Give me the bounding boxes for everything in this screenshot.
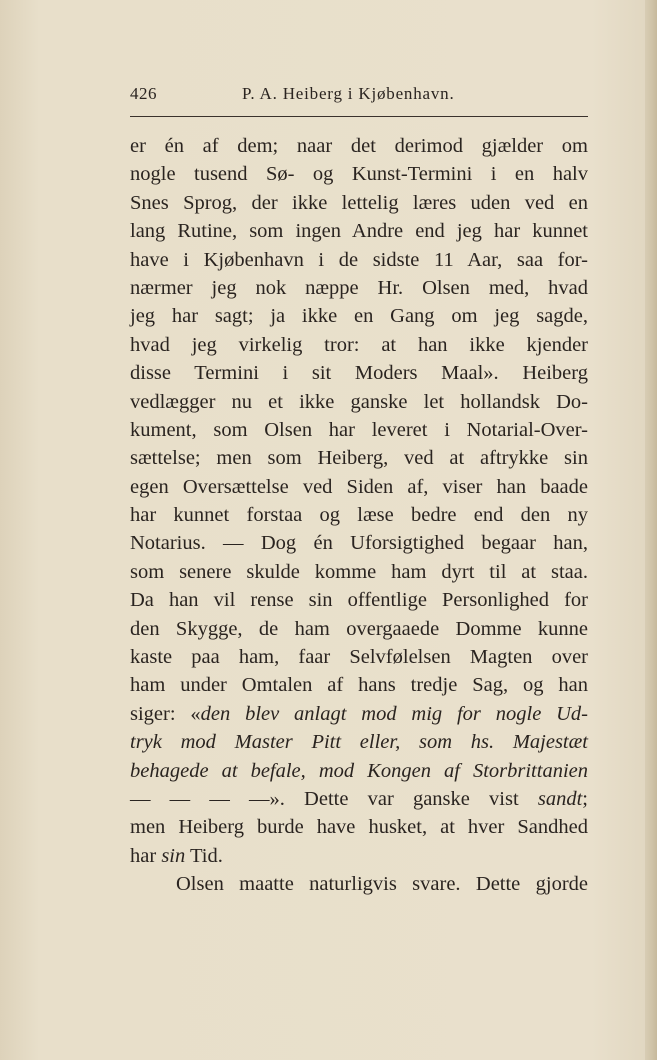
text-line: sættelse; men som Heiberg, ved at aftrykke sin	[130, 447, 588, 470]
text-line: er én af dem; naar det derimod gjælder om	[130, 135, 588, 157]
text-line-quote-start	[130, 700, 588, 728]
text-plain: har	[130, 844, 162, 867]
text-line: have i Kjøbenhavn i de sidste 11 Aar, saa for-	[130, 248, 588, 271]
text-line: som senere skulde komme ham dyrt til at staa.	[130, 560, 588, 583]
quote-italic: tryk mod Master Pitt eller, som hs. Majestæt	[130, 731, 588, 754]
text-line: Notarius. — Dog én Uforsigtighed begaar han,	[130, 532, 588, 555]
text-line: nærmer jeg nok næppe Hr. Olsen med, hvad	[130, 276, 588, 299]
quote-italic: den blev anlagt mod mig for nogle Ud-	[200, 702, 589, 725]
running-title: P. A. Heiberg i Kjøbenhavn.	[242, 84, 455, 103]
text-line: egen Oversættelse ved Siden af, viser han baade	[130, 475, 588, 498]
punctuation: ;	[582, 787, 588, 810]
page-edge-shadow	[645, 0, 657, 1060]
body-text	[130, 132, 588, 899]
quote-lead: siger: «	[130, 702, 201, 725]
text-line-paragraph-start: Olsen maatte naturligvis svare. Dette gjorde	[176, 873, 588, 896]
page-number: 426	[130, 84, 157, 103]
text-line: den Skygge, de ham overgaaede Domme kunne	[130, 617, 588, 640]
running-header	[130, 84, 588, 106]
text-line-quote	[130, 757, 588, 785]
text-line: vedlægger nu et ikke ganske let hollandsk Do-	[130, 390, 588, 413]
text-line: disse Termini i sit Moders Maal». Heiberg	[130, 362, 588, 385]
header-rule	[130, 116, 588, 117]
text-line-quote	[130, 728, 588, 756]
italic-word: sandt	[537, 787, 583, 810]
text-line: kaste paa ham, faar Selvfølelsen Magten over	[130, 646, 588, 669]
text-line: ham under Omtalen af hans tredje Sag, og han	[130, 674, 588, 697]
text-line: kument, som Olsen har leveret i Notarial-Over-	[130, 418, 588, 441]
text-line-quote-end	[130, 785, 588, 813]
quote-dashes: — — — —». Dette var ganske vist	[130, 787, 538, 810]
quote-italic: behagede at befale, mod Kongen af Storbrittanien	[130, 759, 588, 782]
text-line: hvad jeg virkelig tror: at han ikke kjender	[130, 333, 588, 356]
text-line: men Heiberg burde have husket, at hver Sandhed	[130, 816, 588, 839]
text-line: lang Rutine, som ingen Andre end jeg har kunnet	[130, 220, 588, 243]
text-line: har kunnet forstaa og læse bedre end den ny	[130, 504, 588, 527]
italic-word: sin	[161, 844, 186, 867]
text-plain: Tid.	[185, 844, 223, 867]
text-line: Da han vil rense sin offentlige Personlighed for	[130, 589, 588, 612]
text-line: jeg har sagt; ja ikke en Gang om jeg sagde,	[130, 305, 588, 328]
text-line: Snes Sprog, der ikke lettelig læres uden ved en	[130, 191, 588, 214]
text-line-paragraph-end	[130, 842, 588, 870]
text-line: nogle tusend Sø- og Kunst-Termini i en halv	[130, 163, 588, 186]
